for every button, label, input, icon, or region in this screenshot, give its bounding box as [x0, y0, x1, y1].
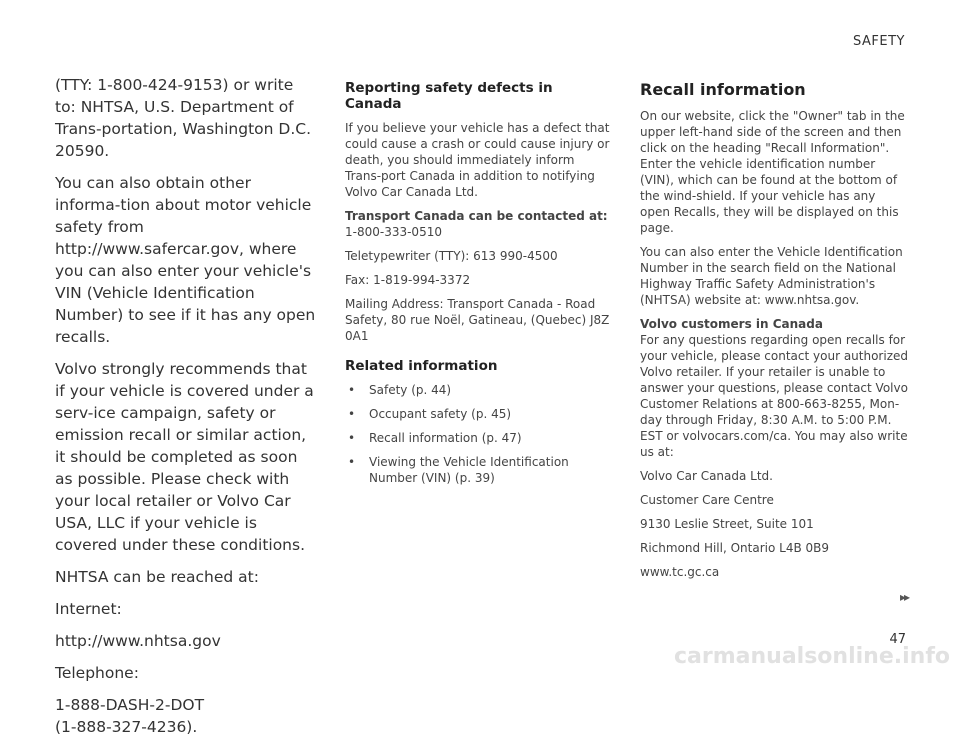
contact-phone: 1-800-333-0510: [345, 225, 442, 239]
contact-mailing: Mailing Address: Transport Canada - Road Safety, 80 rue Noël, Gatineau, (Quebec) J8Z 0A1: [345, 297, 610, 343]
paragraph: For any questions regarding open recalls for your vehicle, please contact your authorized Volvo retailer. If your retailer is unable to answer your questions, please contact Volvo Customer Relations at 800-663-8255, Mon-day through Friday, 8:30 A.M. to 5:00 P.M. EST or volvocars.com/ca. You may also write us at:: [640, 333, 908, 459]
address-line: Volvo Car Canada Ltd.: [640, 469, 773, 483]
contact-fax: Fax: 1-819-994-3372: [345, 273, 471, 287]
address-line: Customer Care Centre: [640, 493, 774, 507]
phone-number: 1-888-DASH-2-DOT: [55, 696, 205, 714]
left-column: [55, 74, 317, 748]
paragraph: (TTY: 1-800-424-9153) or write to: NHTSA, U.S. Department of Trans-portation, Washington D.C. 20590.: [55, 76, 311, 160]
subheading: Volvo customers in Canada: [640, 317, 823, 331]
phone-number-digits: (1-888-327-4236).: [55, 718, 198, 736]
paragraph: Volvo strongly recommends that if your vehicle is covered under a serv-ice campaign, safety or emission recall or similar action, it should be completed as soon as possible. Please check with your local retailer or Volvo Car USA, LLC if your vehicle is covered under these conditions.: [55, 360, 314, 554]
paragraph: You can also enter the Vehicle Identification Number in the search field on the National Highway Traffic Safety Administration's (NHTSA) website at: www.nhtsa.gov.: [640, 245, 903, 307]
paragraph: You can also obtain other informa-tion about motor vehicle safety from http://www.safercar.gov, where you can also enter your vehicle's VIN (Vehicle Identification Number) to see if it has any open recalls.: [55, 174, 316, 346]
section-heading: Reporting safety defects in Canada: [345, 80, 553, 112]
paragraph: Internet:: [55, 600, 122, 618]
subheading: Transport Canada can be contacted at:: [345, 209, 608, 223]
address-line: Richmond Hill, Ontario L4B 0B9: [640, 541, 829, 555]
nhtsa-link: http://www.nhtsa.gov: [55, 632, 221, 650]
paragraph: Telephone:: [55, 664, 139, 682]
related-link[interactable]: • Recall information (p. 47): [345, 430, 610, 446]
address-line: 9130 Leslie Street, Suite 101: [640, 517, 814, 531]
watermark: carmanualsonline.info: [674, 644, 950, 669]
paragraph: NHTSA can be reached at:: [55, 568, 259, 586]
next-page-arrows-icon[interactable]: ▸▸: [899, 590, 908, 604]
middle-column: [345, 80, 610, 494]
page-number: 47: [889, 632, 906, 647]
paragraph: On our website, click the "Owner" tab in the upper left-hand side of the screen and then click on the heading "Recall Information". Enter the vehicle identification number (VIN), which can be found at the bottom of the wind-shield. If your vehicle has any open Recalls, they will be displayed on this page.: [640, 109, 905, 235]
related-link[interactable]: • Safety (p. 44): [345, 382, 610, 398]
right-column: [640, 80, 908, 588]
contact-tty: Teletypewriter (TTY): 613 990-4500: [345, 249, 558, 263]
related-list: [345, 382, 610, 486]
website-link: www.tc.gc.ca: [640, 565, 720, 579]
paragraph: If you believe your vehicle has a defect that could cause a crash or could cause injury or death, you should immediately inform Trans-port Canada in addition to notifying Volvo Car Canada Ltd.: [345, 121, 610, 199]
related-link[interactable]: • Viewing the Vehicle Identification Number (VIN) (p. 39): [345, 454, 610, 486]
section-heading: Recall information: [640, 80, 806, 99]
section-header: SAFETY: [853, 34, 905, 49]
related-heading: Related information: [345, 358, 498, 374]
related-link[interactable]: • Occupant safety (p. 45): [345, 406, 610, 422]
